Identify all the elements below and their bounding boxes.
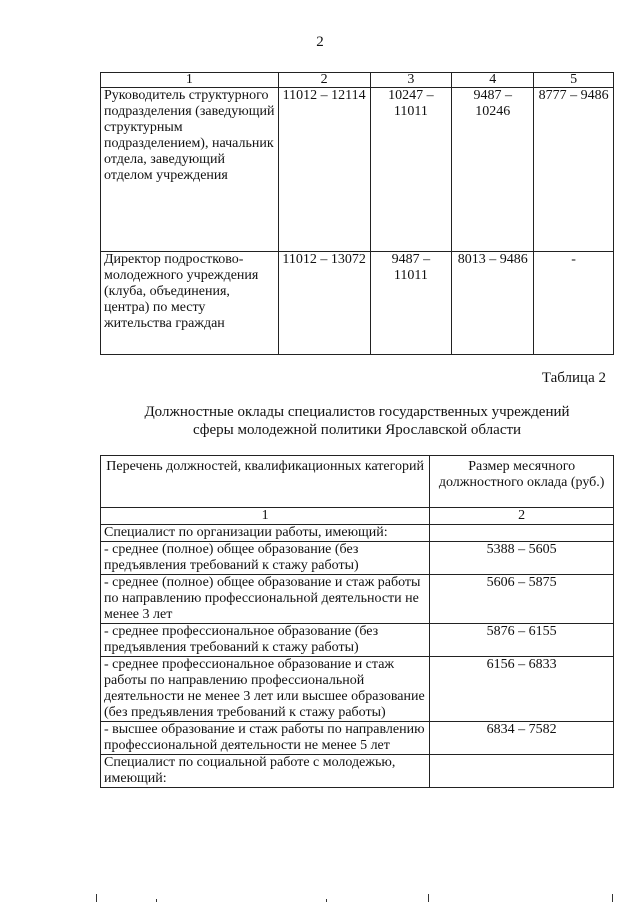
column-number: 2	[430, 508, 614, 525]
table-title-line: сферы молодежной политики Ярославской области	[192, 422, 522, 438]
table-row	[101, 88, 614, 252]
position-name: Руководитель структурного подразделения (заведующий структурным подразделением), начальник отдела, заведующий отделом учреждения	[101, 88, 279, 252]
salary-range: 5606 – 5875	[430, 575, 614, 624]
table-header-row	[101, 73, 614, 88]
table-number-row	[101, 508, 614, 525]
salary-range: 10247 – 11011	[370, 88, 452, 252]
column-number: 3	[370, 73, 452, 88]
salary-range: 9487 – 10246	[452, 88, 534, 252]
position-name: - среднее профессиональное образование и стаж работы по направлению профессиональной деятельности не менее 3 лет или высшее образование (без предъявления требований к стажу работы)	[101, 657, 430, 722]
scan-edge-marks	[96, 894, 616, 905]
salary-range: 8777 – 9486	[534, 88, 614, 252]
column-header-positions: Перечень должностей, квалификационных категорий	[101, 456, 430, 508]
column-number: 5	[534, 73, 614, 88]
salary-range: 11012 – 13072	[278, 252, 370, 355]
salary-range: 5876 – 6155	[430, 624, 614, 657]
salary-range: 9487 – 11011	[370, 252, 452, 355]
salary-range: 6834 – 7582	[430, 722, 614, 755]
table-row	[101, 657, 614, 722]
table-title	[100, 403, 614, 439]
column-header-salary: Размер месячного должностного оклада (руб.)	[430, 456, 614, 508]
salary-range: 6156 – 6833	[430, 657, 614, 722]
salary-range: 8013 – 9486	[452, 252, 534, 355]
salary-range	[430, 755, 614, 788]
salary-range: 5388 – 5605	[430, 542, 614, 575]
scan-mark	[326, 899, 327, 902]
scan-mark	[156, 899, 157, 902]
column-number: 1	[101, 508, 430, 525]
scan-mark	[96, 894, 97, 902]
salary-range: -	[534, 252, 614, 355]
position-name: - высшее образование и стаж работы по направлению профессиональной деятельности не менее 5 лет	[101, 722, 430, 755]
column-number: 1	[101, 73, 279, 88]
column-number: 2	[278, 73, 370, 88]
table-row	[101, 252, 614, 355]
table-row	[101, 542, 614, 575]
page-number: 2	[316, 34, 324, 50]
table-title-line: Должностные оклады специалистов государственных учреждений	[144, 404, 570, 420]
salary-table	[100, 455, 614, 788]
table-row	[101, 755, 614, 788]
position-name: - среднее (полное) общее образование (без предъявления требований к стажу работы)	[101, 542, 430, 575]
table-row	[101, 722, 614, 755]
table-row	[101, 575, 614, 624]
column-number: 4	[452, 73, 534, 88]
salary-range	[430, 525, 614, 542]
table-row	[101, 624, 614, 657]
table-header-row	[101, 456, 614, 508]
scan-mark	[428, 894, 429, 902]
table-caption: Таблица 2	[541, 370, 606, 386]
salary-table-continued	[100, 72, 614, 355]
table-row	[101, 525, 614, 542]
position-name: Директор подростково-молодежного учреждения (клуба, объединения, центра) по месту жительства граждан	[101, 252, 279, 355]
position-name: Специалист по организации работы, имеющий:	[101, 525, 430, 542]
salary-range: 11012 – 12114	[278, 88, 370, 252]
position-name: - среднее профессиональное образование (без предъявления требований к стажу работы)	[101, 624, 430, 657]
position-name: Специалист по социальной работе с молодежью, имеющий:	[101, 755, 430, 788]
scan-mark	[612, 894, 613, 902]
position-name: - среднее (полное) общее образование и стаж работы по направлению профессиональной деятельности не менее 3 лет	[101, 575, 430, 624]
